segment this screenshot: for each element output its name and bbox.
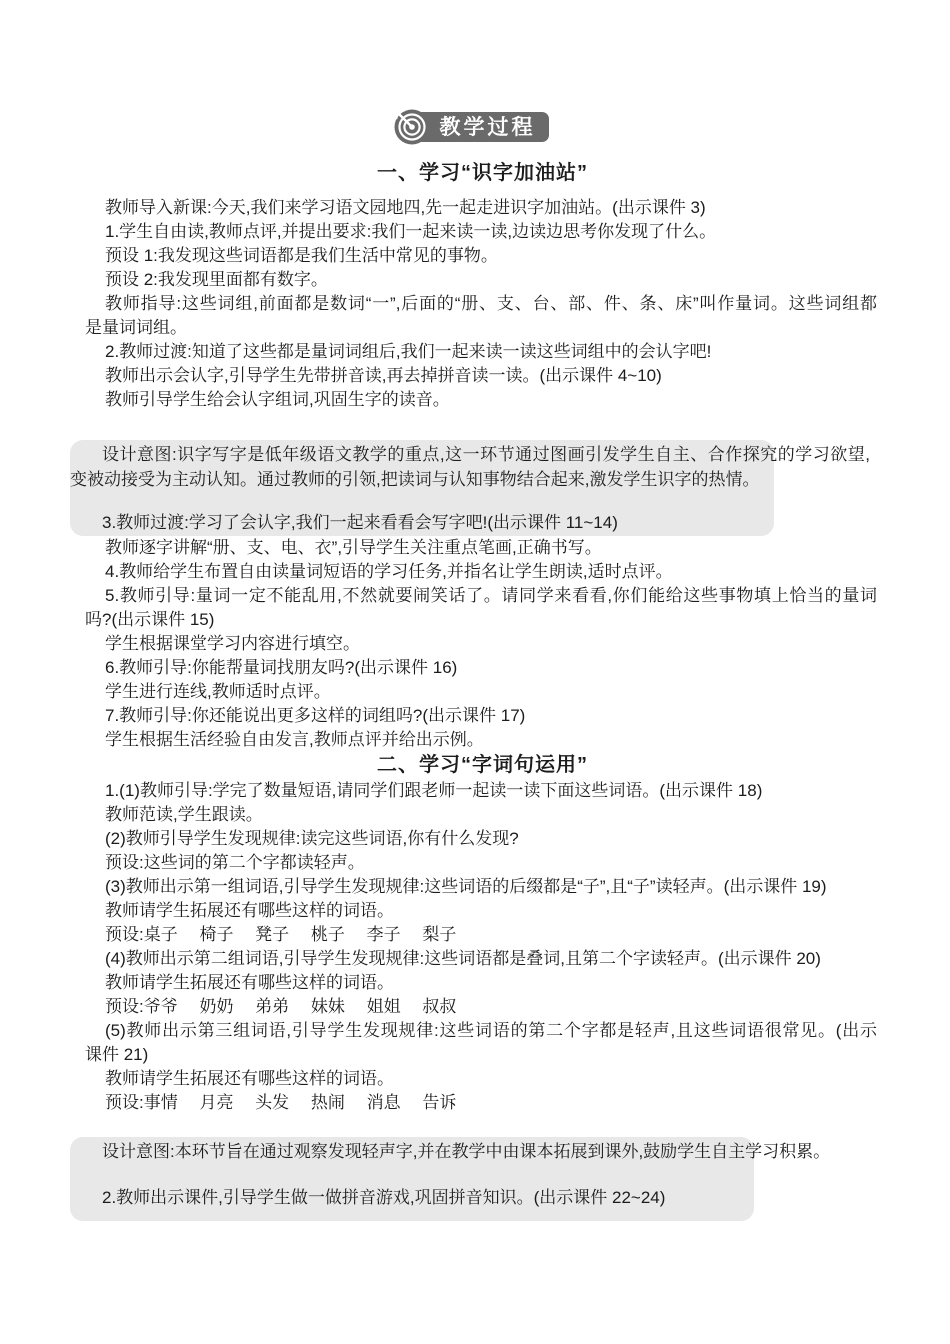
text-line: 教师请学生拓展还有哪些这样的词语。	[105, 973, 394, 992]
text-line: 吗?(出示课件 15)	[85, 610, 215, 629]
text-line: 4.教师给学生布置自由读量词短语的学习任务,并指名让学生朗读,适时点评。	[105, 562, 673, 581]
design-intent-line: 变被动接受为主动认知。通过教师的引领,把读词与认知事物结合起来,激发学生识字的热情。	[70, 470, 760, 489]
badge-label: 教学过程	[439, 116, 536, 139]
text-line: 学生根据课堂学习内容进行填空。	[105, 634, 360, 653]
text-line: 预设:爷爷 奶奶 弟弟 妹妹 姐姐 叔叔	[105, 997, 457, 1016]
text-line: 预设:桌子 椅子 凳子 桃子 李子 梨子	[105, 925, 457, 944]
teaching-process-badge	[402, 112, 549, 142]
text-line: 预设:事情 月亮 头发 热闹 消息 告诉	[105, 1093, 457, 1112]
text-line: 3.教师过渡:学习了会认字,我们一起来看看会写字吧!(出示课件 11~14)	[102, 513, 618, 532]
text-line: 教师请学生拓展还有哪些这样的词语。	[105, 901, 394, 920]
text-line: 预设:这些词的第二个字都读轻声。	[105, 853, 365, 872]
text-line: 教师范读,学生跟读。	[105, 805, 263, 824]
text-line: (4)教师出示第二组词语,引导学生发现规律:这些词语都是叠词,且第二个字读轻声。(出示课件 20)	[105, 949, 821, 968]
text-line: 教师引导学生给会认字组词,巩固生字的读音。	[105, 390, 450, 409]
text-line: 5.教师引导:量词一定不能乱用,不然就要闹笑话了。请同学来看看,你们能给这些事物填上恰当的量词	[105, 586, 877, 605]
text-line: 教师指导:这些词组,前面都是数词“一”,后面的“册、支、台、部、件、条、床”叫作量词。这些词组都	[105, 294, 877, 313]
text-line: 教师导入新课:今天,我们来学习语文园地四,先一起走进识字加油站。(出示课件 3)	[105, 198, 706, 217]
text-line: 1.学生自由读,教师点评,并提出要求:我们一起来读一读,边读边思考你发现了什么。	[105, 222, 717, 241]
text-line: 预设 1:我发现这些词语都是我们生活中常见的事物。	[105, 246, 498, 265]
text-line: (3)教师出示第一组词语,引导学生发现规律:这些词语的后缀都是“子”,且“子”读轻声。(出示课件 19)	[105, 877, 827, 896]
text-line: (5)教师出示第三组词语,引导学生发现规律:这些词语的第二个字都是轻声,且这些词语很常见。(出示	[105, 1021, 877, 1040]
text-line: 教师出示会认字,引导学生先带拼音读,再去掉拼音读一读。(出示课件 4~10)	[105, 366, 662, 385]
text-line: 1.(1)教师引导:学完了数量短语,请同学们跟老师一起读一读下面这些词语。(出示课件 18)	[105, 781, 763, 800]
section-2-heading: 二、学习“字词句运用”	[377, 754, 588, 776]
document-body	[0, 160, 950, 1213]
design-intent-box-2	[70, 1137, 880, 1213]
text-line: 课件 21)	[85, 1045, 149, 1064]
design-intent-box-1	[70, 440, 880, 536]
text-line: 学生根据生活经验自由发言,教师点评并给出示例。	[105, 730, 484, 749]
text-line: 2.教师出示课件,引导学生做一做拼音游戏,巩固拼音知识。(出示课件 22~24)	[102, 1188, 666, 1207]
text-line: 预设 2:我发现里面都有数字。	[105, 270, 328, 289]
text-line: 6.教师引导:你能帮量词找朋友吗?(出示课件 16)	[105, 658, 458, 677]
text-line: (2)教师引导学生发现规律:读完这些词语,你有什么发现?	[105, 829, 519, 848]
design-intent-line: 设计意图:识字写字是低年级语文教学的重点,这一环节通过图画引发学生自主、合作探究的学习欲望,	[102, 445, 870, 464]
text-line: 教师逐字讲解“册、支、电、衣”,引导学生关注重点笔画,正确书写。	[105, 538, 602, 557]
text-line: 是量词词组。	[85, 318, 187, 337]
text-line: 7.教师引导:你还能说出更多这样的词组吗?(出示课件 17)	[105, 706, 526, 725]
dartboard-target-icon	[393, 108, 431, 146]
text-line: 学生进行连线,教师适时点评。	[105, 682, 331, 701]
section-1-heading: 一、学习“识字加油站”	[377, 162, 588, 184]
text-line: 2.教师过渡:知道了这些都是量词词组后,我们一起来读一读这些词组中的会认字吧!	[105, 342, 712, 361]
header-badge-row	[0, 0, 950, 142]
design-intent-line: 设计意图:本环节旨在通过观察发现轻声字,并在教学中由课本拓展到课外,鼓励学生自主学习积累。	[102, 1142, 831, 1161]
text-line: 教师请学生拓展还有哪些这样的词语。	[105, 1069, 394, 1088]
